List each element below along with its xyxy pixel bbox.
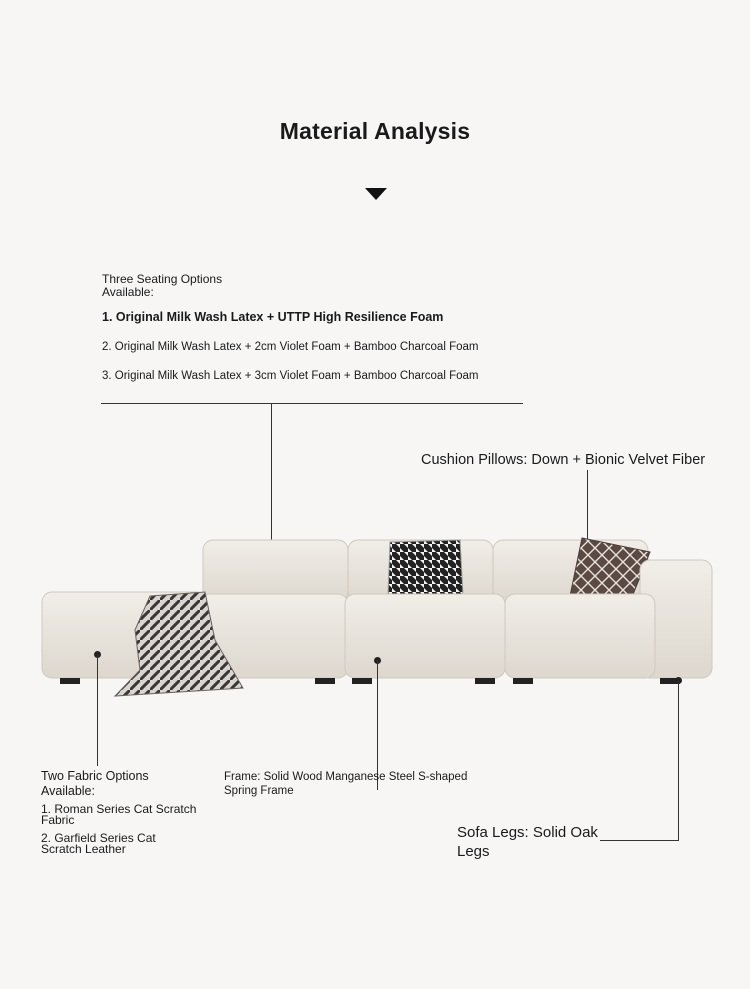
sofa-illustration xyxy=(0,520,750,710)
sofa-seat-right xyxy=(505,594,655,678)
seating-divider xyxy=(101,403,523,404)
fabric-option-1-line1: 1. Roman Series Cat Scratch xyxy=(41,802,197,816)
sofa-leg xyxy=(60,678,80,684)
houndstooth-pillow xyxy=(388,540,463,596)
sofa-leg xyxy=(315,678,335,684)
sofa-leg xyxy=(513,678,533,684)
seating-option-3: 3. Original Milk Wash Latex + 3cm Violet Foam + Bamboo Charcoal Foam xyxy=(102,370,479,382)
seating-option-2: 2. Original Milk Wash Latex + 2cm Violet Foam + Bamboo Charcoal Foam xyxy=(102,341,479,353)
fabric-heading-line2: Available: xyxy=(41,784,95,798)
fabric-option-1 xyxy=(41,804,196,826)
fabric-leader-line xyxy=(97,655,98,766)
legs-leader-line-vertical xyxy=(678,681,679,841)
legs-label-line2: Legs xyxy=(457,843,490,860)
legs-label xyxy=(457,823,598,861)
seating-heading-line2: Available: xyxy=(102,285,154,299)
cushion-label: Cushion Pillows: Down + Bionic Velvet Fiber xyxy=(421,452,706,468)
seating-option-1: 1. Original Milk Wash Latex + UTTP High Resilience Foam xyxy=(102,310,444,324)
seating-heading-line1: Three Seating Options xyxy=(102,272,223,286)
fabric-option-2 xyxy=(41,833,156,855)
sofa-leg xyxy=(352,678,372,684)
legs-label-line1: Sofa Legs: Solid Oak xyxy=(457,824,598,841)
fabric-option-2-line2: Scratch Leather xyxy=(41,842,126,856)
sofa-seat-middle xyxy=(345,594,505,678)
sofa-back-left xyxy=(203,540,348,602)
frame-label-line2: Spring Frame xyxy=(224,785,294,797)
frame-label-line1: Frame: Solid Wood Manganese Steel S-shaped xyxy=(224,771,468,783)
seating-heading xyxy=(102,273,222,299)
frame-label xyxy=(224,770,467,798)
fabric-heading xyxy=(41,769,149,799)
legs-leader-line-horizontal xyxy=(600,840,679,841)
sofa-leg xyxy=(475,678,495,684)
fabric-option-1-line2: Fabric xyxy=(41,813,75,827)
fabric-option-2-line1: 2. Garfield Series Cat xyxy=(41,831,156,845)
fabric-heading-line1: Two Fabric Options xyxy=(41,769,149,783)
triangle-down-icon xyxy=(365,188,387,200)
page-title: Material Analysis xyxy=(279,118,471,144)
